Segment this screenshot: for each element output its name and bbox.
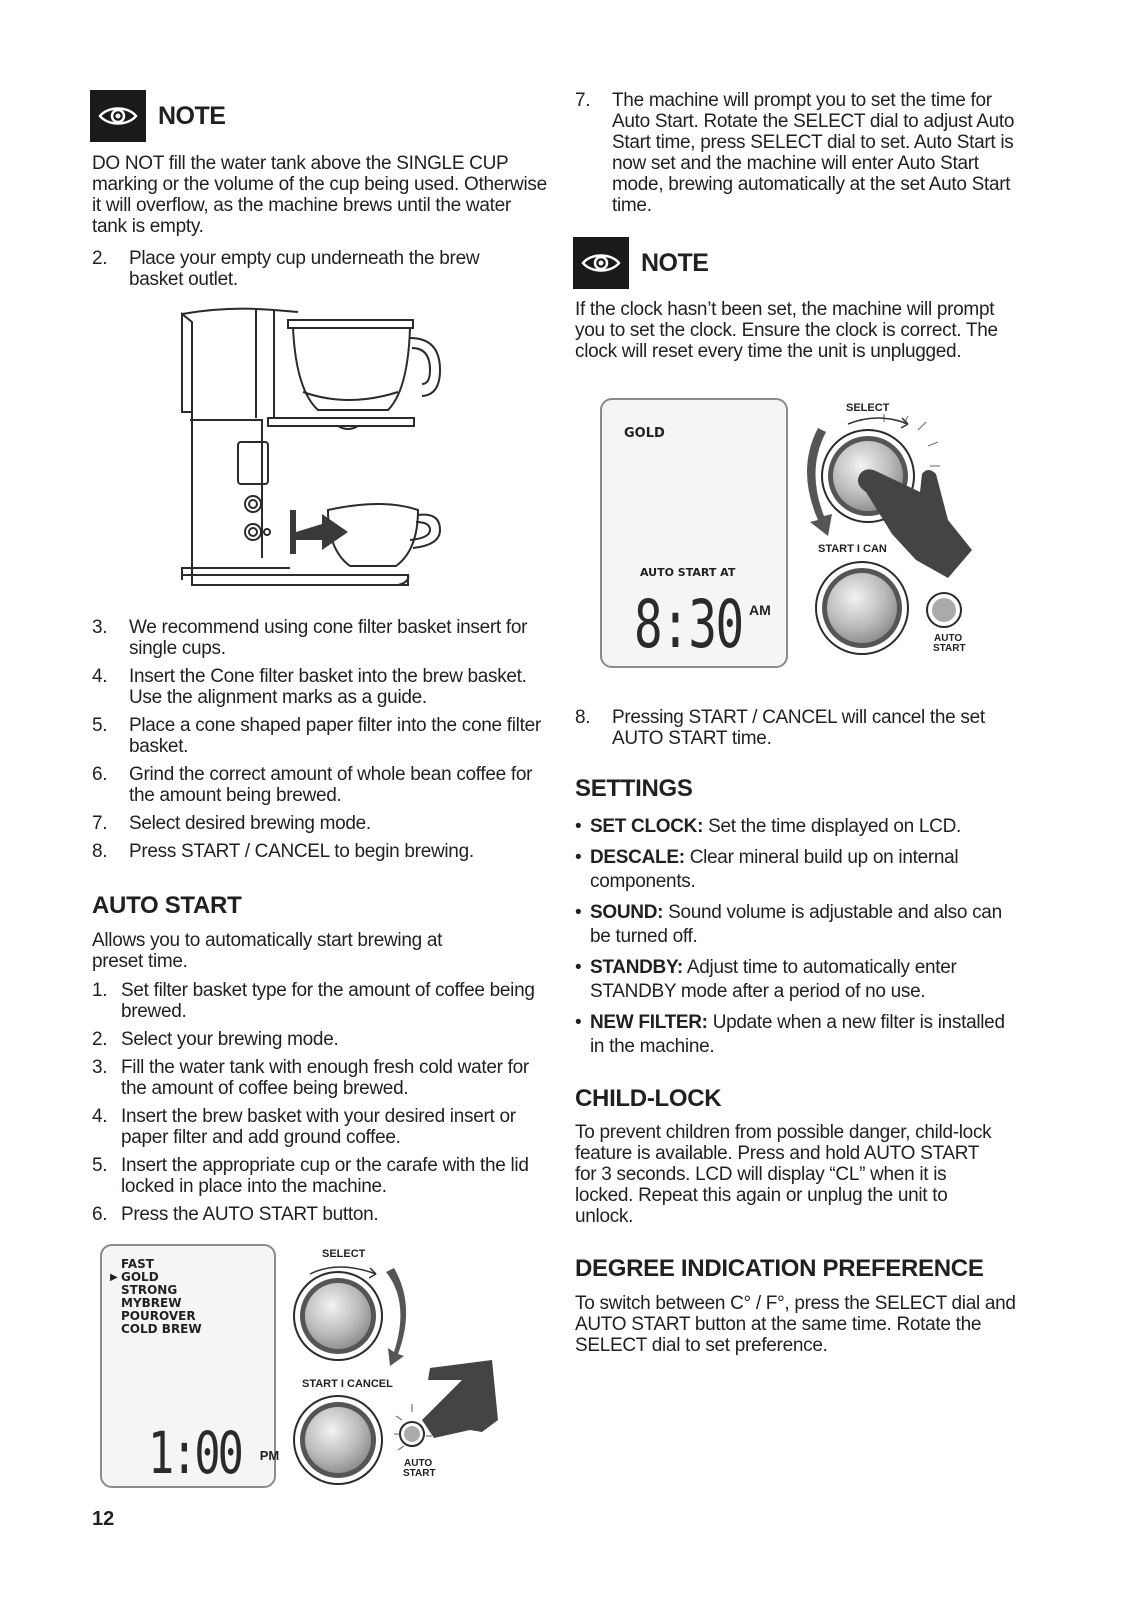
step-num: 4. [92, 1106, 108, 1127]
list-item [92, 813, 547, 834]
start-cancel-label: START I CANCEL [302, 1378, 393, 1390]
settings-desc: Update when a new filter is installed in the machine. [590, 1012, 1005, 1057]
settings-desc: Set the time displayed on LCD. [703, 816, 962, 837]
settings-desc: Sound volume is adjustable and also can be turned off. [590, 902, 1002, 947]
note-header-right [573, 237, 708, 289]
settings-item-text [590, 846, 1015, 894]
settings-item [575, 1011, 1015, 1059]
bullet: • [575, 1012, 582, 1033]
step-num: 8. [575, 707, 591, 728]
step-num: 7. [575, 90, 591, 111]
step-num: 4. [92, 666, 108, 687]
step-num: 3. [92, 617, 108, 638]
brew-mode-list [110, 1258, 202, 1336]
step-text: Insert the Cone filter basket into the brew basket. Use the alignment marks as a guide. [129, 666, 527, 708]
lcd-display-right [600, 398, 788, 668]
settings-term: SET CLOCK: [590, 816, 704, 837]
step-num: 1. [92, 980, 108, 1001]
note-header-left [90, 90, 225, 142]
settings-item-text [590, 1011, 1015, 1059]
step-num: 6. [92, 1204, 108, 1225]
settings-desc: Adjust time to automatically enter STANDBY mode after a period of no use. [590, 957, 957, 1002]
selected-marker [110, 1258, 121, 1271]
eye-icon [90, 90, 146, 142]
step-num: 5. [92, 1155, 108, 1176]
brew-mode-label: GOLD [121, 1270, 159, 1284]
select-label: SELECT [846, 402, 890, 414]
selected-marker [110, 1284, 121, 1297]
auto-label-2: START [403, 1468, 436, 1479]
settings-item [575, 846, 1015, 894]
step-num: 7. [92, 813, 108, 834]
settings-item [575, 815, 1015, 839]
list-item [92, 248, 532, 290]
brew-mode-label: COLD BREW [121, 1322, 202, 1336]
step-text: We recommend using cone filter basket insert for single cups. [129, 617, 528, 659]
settings-term: SOUND: [590, 902, 664, 923]
select-label: SELECT [322, 1248, 366, 1260]
step-num: 8. [92, 841, 108, 862]
list-item [92, 617, 547, 659]
child-lock-text: To prevent children from possible danger, child-lock feature is available. Press and hold AUTO START for 3 seconds. LCD will display “CL” when it is locked. Repeat this again or unplug the unit to unlock. [575, 1122, 992, 1227]
settings-item [575, 901, 1015, 949]
step-text: Set filter basket type for the amount of coffee being brewed. [121, 980, 535, 1022]
selected-marker [110, 1297, 121, 1310]
coffee-maker-illustration [178, 300, 448, 598]
lcd-time: 1:00 [148, 1419, 241, 1487]
select-dial[interactable] [290, 1262, 420, 1368]
list-item [92, 1155, 547, 1197]
step-8 [575, 707, 1020, 749]
list-item [92, 1057, 547, 1099]
auto-start-heading: AUTO START [92, 892, 242, 919]
step-text: Grind the correct amount of whole bean coffee for the amount being brewed. [129, 764, 533, 806]
lcd-time: 8:30 [634, 586, 743, 663]
step-num: 3. [92, 1057, 108, 1078]
note-label: NOTE [641, 248, 709, 277]
lcd-ampm: PM [259, 1448, 280, 1463]
list-item [92, 1029, 547, 1050]
lcd-mode: GOLD [624, 426, 665, 441]
bullet: • [575, 816, 582, 837]
step-num: 2. [92, 1029, 108, 1050]
step-text: Insert the brew basket with your desired insert or paper filter and add ground coffee. [121, 1106, 516, 1148]
selected-marker [110, 1323, 121, 1336]
note-text-right: If the clock hasn’t been set, the machine will prompt you to set the clock. Ensure the clock is correct. The clock will reset every time the unit is unplugged. [575, 299, 998, 362]
note-label: NOTE [158, 101, 226, 130]
page-number: 12 [92, 1508, 115, 1530]
auto-label-1: AUTO [934, 633, 963, 644]
lcd-display-left [100, 1244, 280, 1488]
lcd-ampm: AM [748, 602, 771, 618]
settings-heading: SETTINGS [575, 775, 693, 802]
list-item [92, 841, 547, 862]
selected-marker [110, 1310, 121, 1323]
settings-item [575, 956, 1015, 1004]
step-text: Select desired brewing mode. [129, 813, 371, 834]
bullet: • [575, 957, 582, 978]
settings-desc: Clear mineral build up on internal components. [590, 847, 959, 892]
step-text: The machine will prompt you to set the time for Auto Start. Rotate the SELECT dial to adjust Auto Start time, press SELECT dial to set. Auto Start is now set and the machine will enter Auto Start mode, brewing automatically at the set Auto Start time. [612, 90, 1015, 216]
list-item [92, 980, 547, 1022]
list-item [92, 1106, 547, 1148]
hand-press-icon [392, 1360, 502, 1456]
list-item [92, 715, 547, 757]
steps-list-b [92, 617, 547, 869]
child-lock-heading: CHILD-LOCK [575, 1085, 722, 1112]
selected-marker: ▶ [110, 1272, 118, 1283]
settings-term: STANDBY: [590, 957, 683, 978]
settings-item-text [590, 901, 1015, 949]
lcd-auto-start-at: AUTO START AT [640, 566, 736, 579]
settings-term: NEW FILTER: [590, 1012, 708, 1033]
auto-start-intro: Allows you to automatically start brewing at preset time. [92, 930, 443, 972]
brew-mode-label: POUROVER [121, 1309, 196, 1323]
list-item [92, 764, 547, 806]
eye-icon [573, 237, 629, 289]
bullet: • [575, 847, 582, 868]
step-7 [575, 90, 1020, 216]
step-text: Pressing START / CANCEL will cancel the set AUTO START time. [612, 707, 985, 749]
degree-text: To switch between C° / F°, press the SELECT dial and AUTO START button at the same time. Rotate the SELECT dial to set preference. [575, 1293, 1016, 1356]
step-text: Fill the water tank with enough fresh cold water for the amount of coffee being brewed. [121, 1057, 529, 1099]
start-cancel-label: START I CAN [818, 543, 887, 555]
auto-label-1: AUTO [404, 1458, 433, 1469]
brew-mode-label: FAST [121, 1257, 154, 1271]
step-num: 6. [92, 764, 108, 785]
brew-mode-label: STRONG [121, 1283, 178, 1297]
list-item [92, 1204, 547, 1225]
step-text: Place a cone shaped paper filter into the cone filter basket. [129, 715, 541, 757]
step-text: Press START / CANCEL to begin brewing. [129, 841, 474, 862]
brew-mode-label: MYBREW [121, 1296, 182, 1310]
settings-list [575, 815, 1015, 1066]
bullet: • [575, 902, 582, 923]
step-num: 2. [92, 248, 108, 269]
step-num: 5. [92, 715, 108, 736]
degree-heading: DEGREE INDICATION PREFERENCE [575, 1255, 984, 1282]
start-cancel-button[interactable] [814, 558, 914, 658]
step-text: Place your empty cup underneath the brew basket outlet. [129, 248, 480, 290]
settings-term: DESCALE: [590, 847, 685, 868]
note-text: DO NOT fill the water tank above the SINGLE CUP marking or the volume of the cup being used. Otherwise it will overflow, as the machine brews until the water tank is empty. [92, 153, 547, 237]
auto-start-button[interactable] [924, 590, 964, 630]
settings-item-text [590, 956, 1015, 1004]
step-text: Insert the appropriate cup or the carafe with the lid locked in place into the machine. [121, 1155, 529, 1197]
steps-list-a [92, 248, 532, 297]
step-text: Select your brewing mode. [121, 1029, 339, 1050]
start-cancel-button[interactable] [290, 1392, 390, 1488]
brew-mode-item [110, 1323, 202, 1336]
settings-item-text [590, 815, 961, 839]
auto-label-2: START [933, 643, 966, 654]
step-text: Press the AUTO START button. [121, 1204, 379, 1225]
list-item [92, 666, 547, 708]
auto-start-steps [92, 980, 547, 1232]
